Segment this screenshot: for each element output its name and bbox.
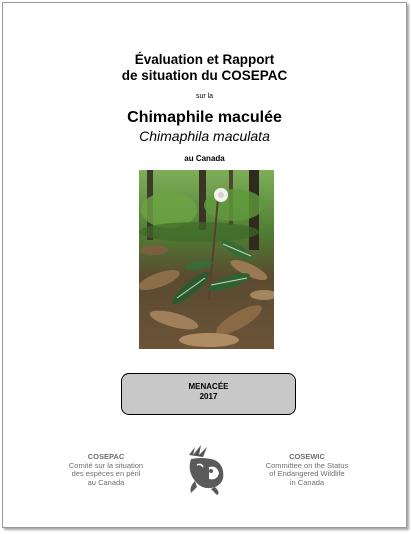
cosewic-line-1: Committee on the Status <box>265 460 349 470</box>
status-year: 2017 <box>199 392 218 401</box>
cosewic-logo-icon <box>181 437 231 497</box>
title-line-1: Évaluation et Rapport <box>134 52 275 67</box>
report-cover <box>2 2 407 528</box>
cosewic-line-3: in Canada <box>289 477 325 487</box>
status-box <box>121 373 296 415</box>
cosepac-line-2: des espèces en péril <box>71 469 141 478</box>
species-common-name: Chimaphile maculée <box>127 109 282 126</box>
report-title <box>3 52 406 84</box>
region-text: au Canada <box>184 154 225 163</box>
cosewic-acronym: COSEWIC <box>289 452 325 461</box>
species-scientific-name: Chimaphila maculata <box>139 128 270 144</box>
cosepac-block <box>43 453 169 487</box>
species-photo <box>139 170 274 349</box>
cosepac-line-1: Comité sur la situation <box>68 460 144 470</box>
cosepac-line-3: au Canada <box>87 477 125 487</box>
cosewic-line-2: of Endangered Wildlife <box>269 469 345 478</box>
title-line-2: de situation du COSEPAC <box>121 68 288 83</box>
cosewic-block <box>244 453 370 487</box>
cosepac-acronym: COSEPAC <box>87 452 125 461</box>
status-label: MENACÉE <box>188 382 229 391</box>
sur-la-text: sur la <box>195 93 214 100</box>
